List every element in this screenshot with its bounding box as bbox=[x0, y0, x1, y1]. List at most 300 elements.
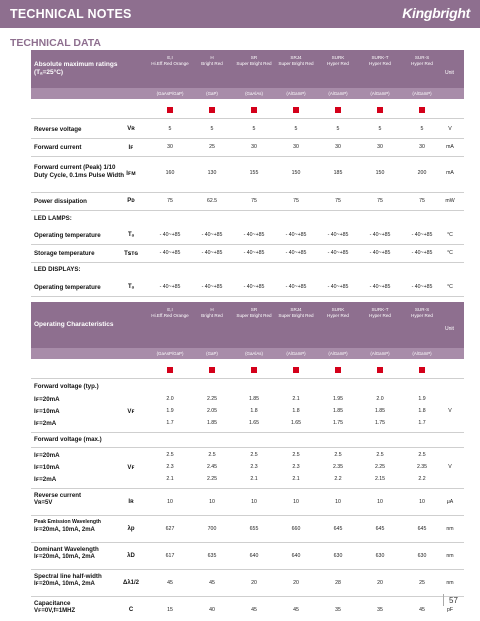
row-unit: nm bbox=[446, 580, 454, 586]
column-header bbox=[233, 55, 275, 66]
column-material: (AlGaInP) bbox=[286, 91, 306, 96]
cell-value: 627 bbox=[165, 526, 175, 532]
cell-value: 20 bbox=[377, 580, 383, 586]
row-label-condition: Iꜰ=20mA, 10mA, 2mA bbox=[34, 526, 95, 533]
cell-value: 655 bbox=[249, 526, 259, 532]
cell-value: 45 bbox=[419, 607, 425, 613]
cell-value: 1.8 bbox=[292, 408, 300, 414]
color-swatch bbox=[335, 367, 341, 373]
cell-value: 5 bbox=[420, 126, 424, 132]
table-row bbox=[31, 160, 464, 188]
column-material: (GaP) bbox=[206, 351, 218, 356]
color-swatch bbox=[209, 107, 215, 113]
row-label: Forward current bbox=[34, 144, 82, 151]
row-unit: nm bbox=[446, 526, 454, 532]
color-swatch bbox=[251, 107, 257, 113]
row-label: Operating temperature bbox=[34, 284, 101, 291]
kingbright-logo: Kingbright bbox=[402, 5, 470, 21]
row-label: Capacitance Vꜰ=0V,f=1MHZ bbox=[34, 600, 129, 615]
row-divider bbox=[31, 262, 464, 263]
column-header-name: Hyper Red bbox=[411, 312, 433, 318]
cell-value: 10 bbox=[251, 499, 257, 505]
column-header-code: SR bbox=[250, 307, 258, 312]
cell-value: 45 bbox=[251, 607, 257, 613]
color-swatch bbox=[293, 107, 299, 113]
row-label: Operating temperature bbox=[34, 232, 101, 239]
row-symbol: Tₐ bbox=[128, 232, 134, 238]
cell-value: 640 bbox=[291, 553, 301, 559]
cell-value: 1.65 bbox=[248, 420, 260, 426]
cell-value: - 40~+85 bbox=[327, 250, 349, 256]
row-unit: μA bbox=[446, 499, 454, 505]
row-divider bbox=[31, 542, 464, 543]
cell-value: 700 bbox=[207, 526, 217, 532]
cell-value: 1.95 bbox=[332, 396, 344, 402]
cell-value: 5 bbox=[294, 126, 298, 132]
row-label: Storage temperature bbox=[34, 250, 95, 257]
column-material: (GaP) bbox=[206, 91, 218, 96]
cell-value: 150 bbox=[375, 170, 385, 176]
row-label-condition: Iꜰ=20mA, 10mA, 2mA bbox=[34, 580, 95, 587]
table-row bbox=[31, 449, 464, 461]
cell-value: 75 bbox=[251, 198, 257, 204]
column-header-name: Hi.Eff.Red Orange bbox=[151, 312, 189, 318]
table-row bbox=[31, 417, 464, 429]
column-header-code: SRJ4 bbox=[290, 55, 302, 60]
column-material: (AlGaInP) bbox=[412, 91, 432, 96]
unit-heading: Unit bbox=[445, 70, 454, 76]
cell-value: 10 bbox=[419, 499, 425, 505]
column-header-name: Hyper Red bbox=[327, 312, 349, 318]
cell-value: 35 bbox=[335, 607, 341, 613]
cell-value: 130 bbox=[207, 170, 217, 176]
cell-value: 1.85 bbox=[332, 408, 344, 414]
cell-value: 640 bbox=[249, 553, 259, 559]
cell-value: 30 bbox=[167, 144, 173, 150]
table-row bbox=[31, 461, 464, 473]
cell-value: 2.3 bbox=[166, 464, 174, 470]
cell-value: - 40~+85 bbox=[411, 232, 433, 238]
row-label-condition: Vꜰ=0V,f=1MHZ bbox=[34, 607, 76, 614]
cell-value: 15 bbox=[167, 607, 173, 613]
row-symbol: λD bbox=[127, 553, 135, 559]
cell-value: - 40~+85 bbox=[411, 250, 433, 256]
table-row bbox=[31, 598, 464, 621]
column-material: (GaAlAs) bbox=[245, 91, 263, 96]
row-unit: nm bbox=[446, 553, 454, 559]
row-unit: °C bbox=[447, 232, 453, 238]
page-number: 57 bbox=[449, 596, 458, 605]
cell-value: 645 bbox=[375, 526, 385, 532]
color-swatch bbox=[377, 367, 383, 373]
row-symbol: Vꜰ bbox=[127, 465, 135, 471]
cell-value: 20 bbox=[293, 580, 299, 586]
column-material: (GaAlAs) bbox=[245, 351, 263, 356]
column-material: (AlGaInP) bbox=[328, 351, 348, 356]
cell-value: - 40~+85 bbox=[327, 284, 349, 290]
cell-value: 5 bbox=[168, 126, 172, 132]
color-swatch bbox=[209, 367, 215, 373]
material-row bbox=[31, 348, 464, 359]
table-header-band bbox=[31, 302, 464, 348]
cell-value: 2.5 bbox=[250, 452, 258, 458]
cell-value: 1.9 bbox=[166, 408, 174, 414]
color-swatch bbox=[335, 107, 341, 113]
row-label: Dominant Wavelength Iꜰ=20mA, 10mA, 2mA bbox=[34, 546, 129, 561]
cell-value: 62.5 bbox=[206, 198, 218, 204]
cell-value: 1.85 bbox=[374, 408, 386, 414]
cell-value: 2.45 bbox=[206, 464, 218, 470]
cell-value: 30 bbox=[293, 144, 299, 150]
column-material: (AlGaInP) bbox=[328, 91, 348, 96]
column-header-name: Super Bright Red bbox=[236, 60, 272, 66]
cell-value: 75 bbox=[167, 198, 173, 204]
color-swatch bbox=[167, 367, 173, 373]
column-header-code: SR bbox=[250, 55, 258, 60]
cell-value: - 40~+85 bbox=[243, 284, 265, 290]
cell-value: - 40~+85 bbox=[327, 232, 349, 238]
cell-value: 2.5 bbox=[376, 452, 384, 458]
row-label: Power dissipation bbox=[34, 198, 87, 205]
column-header bbox=[275, 307, 317, 318]
column-header-name: Hi.Eff.Red Orange bbox=[151, 60, 189, 66]
column-header bbox=[233, 307, 275, 318]
cell-value: 45 bbox=[209, 580, 215, 586]
cell-value: - 40~+85 bbox=[201, 232, 223, 238]
cell-value: - 40~+85 bbox=[201, 284, 223, 290]
column-header-code: SUR-S bbox=[414, 55, 430, 60]
table-heading bbox=[34, 61, 144, 77]
cell-value: 1.85 bbox=[248, 396, 260, 402]
row-divider bbox=[31, 447, 464, 448]
section-title: TECHNICAL DATA bbox=[10, 37, 101, 49]
column-header-name: Super Bright Red bbox=[236, 312, 272, 318]
cell-value: 10 bbox=[293, 499, 299, 505]
cell-value: 1.8 bbox=[418, 408, 426, 414]
cell-value: 25 bbox=[419, 580, 425, 586]
row-divider bbox=[31, 432, 464, 433]
column-material: (AlGaInP) bbox=[370, 351, 390, 356]
cell-value: 2.25 bbox=[206, 396, 218, 402]
cell-value: 150 bbox=[291, 170, 301, 176]
column-header-code: SURK-T bbox=[371, 55, 389, 60]
column-header bbox=[401, 307, 443, 318]
column-header-code: H bbox=[210, 55, 214, 60]
column-material: (AlGaInP) bbox=[286, 351, 306, 356]
column-header-name: Hyper Red bbox=[369, 312, 391, 318]
table-row bbox=[31, 490, 464, 514]
row-symbol: Tꜱᴛɢ bbox=[124, 251, 138, 257]
cell-value: 75 bbox=[377, 198, 383, 204]
row-divider bbox=[31, 210, 464, 211]
cell-value: 25 bbox=[209, 144, 215, 150]
row-label: Iꜰ=2mA bbox=[34, 476, 57, 483]
row-divider bbox=[31, 192, 464, 193]
row-symbol: Tₐ bbox=[128, 284, 134, 290]
table-row bbox=[31, 517, 464, 541]
cell-value: 2.5 bbox=[334, 452, 342, 458]
column-header bbox=[149, 307, 191, 318]
cell-value: - 40~+85 bbox=[369, 284, 391, 290]
row-label: Peak Emission Wavelength Iꜰ=20mA, 10mA, 2mA bbox=[34, 519, 129, 534]
column-header-name: Hyper Red bbox=[411, 60, 433, 66]
cell-value: 30 bbox=[377, 144, 383, 150]
column-header-name: Hyper Red bbox=[327, 60, 349, 66]
column-header-name: Bright Red bbox=[201, 60, 223, 66]
row-unit: pF bbox=[446, 607, 454, 613]
row-label: Spectral line half-width Iꜰ=20mA, 10mA, 2mA bbox=[34, 573, 129, 588]
cell-value: 160 bbox=[165, 170, 175, 176]
column-header-name: Super Bright Red bbox=[278, 60, 314, 66]
table-row bbox=[31, 140, 464, 154]
table-row bbox=[31, 280, 464, 294]
column-header bbox=[149, 55, 191, 66]
column-header-name: Bright Red bbox=[201, 312, 223, 318]
page-divider bbox=[443, 594, 444, 606]
table-row bbox=[31, 228, 464, 242]
row-label: Iꜰ=10mA bbox=[34, 408, 60, 415]
cell-value: 5 bbox=[210, 126, 214, 132]
table-row bbox=[31, 571, 464, 595]
cell-value: 45 bbox=[293, 607, 299, 613]
cell-value: 1.9 bbox=[418, 396, 426, 402]
cell-value: 30 bbox=[251, 144, 257, 150]
cell-value: 617 bbox=[165, 553, 175, 559]
column-material: (AlGaInP) bbox=[370, 91, 390, 96]
color-swatch bbox=[293, 367, 299, 373]
cell-value: - 40~+85 bbox=[159, 284, 181, 290]
row-unit: mA bbox=[446, 170, 454, 176]
row-symbol: Iʀ bbox=[128, 499, 134, 505]
table-row bbox=[31, 246, 464, 260]
table-row bbox=[31, 122, 464, 136]
row-label: Iꜰ=10mA bbox=[34, 464, 60, 471]
absolute-max-ratings-table bbox=[31, 50, 464, 291]
cell-value: 2.2 bbox=[334, 476, 342, 482]
cell-value: 630 bbox=[417, 553, 427, 559]
cell-value: 1.85 bbox=[206, 420, 218, 426]
table-heading-line: Absolute maximum ratings bbox=[34, 61, 118, 68]
column-header-code: SURK bbox=[331, 55, 345, 60]
cell-value: 200 bbox=[417, 170, 427, 176]
material-row bbox=[31, 88, 464, 99]
row-symbol: C bbox=[128, 607, 134, 613]
column-header-code: E,I bbox=[167, 55, 173, 60]
cell-value: - 40~+85 bbox=[369, 250, 391, 256]
cell-value: 1.7 bbox=[166, 420, 174, 426]
row-divider bbox=[31, 138, 464, 139]
cell-value: - 40~+85 bbox=[159, 250, 181, 256]
table-row bbox=[31, 544, 464, 568]
cell-value: 1.7 bbox=[418, 420, 426, 426]
row-unit: mA bbox=[446, 144, 454, 150]
column-header bbox=[317, 307, 359, 318]
cell-value: 35 bbox=[377, 607, 383, 613]
row-unit: V bbox=[448, 464, 452, 470]
cell-value: 1.65 bbox=[290, 420, 302, 426]
row-divider bbox=[31, 515, 464, 516]
column-header-code: SRJ4 bbox=[290, 307, 302, 312]
table-header-band bbox=[31, 50, 464, 88]
row-divider bbox=[31, 569, 464, 570]
cell-value: 28 bbox=[335, 580, 341, 586]
row-unit: mW bbox=[445, 198, 455, 204]
row-label: Reverse current Vʀ=5V bbox=[34, 492, 129, 507]
color-swatch bbox=[377, 107, 383, 113]
cell-value: 645 bbox=[417, 526, 427, 532]
row-label-condition: Vʀ=5V bbox=[34, 499, 53, 506]
cell-value: - 40~+85 bbox=[201, 250, 223, 256]
cell-value: - 40~+85 bbox=[159, 232, 181, 238]
cell-value: 155 bbox=[249, 170, 259, 176]
column-header-code: SURK bbox=[331, 307, 345, 312]
lamps-heading: LED LAMPS: bbox=[34, 215, 72, 222]
row-unit: °C bbox=[447, 284, 453, 290]
table-heading bbox=[34, 321, 144, 329]
row-divider bbox=[31, 118, 464, 119]
column-header bbox=[359, 55, 401, 66]
column-material: (GaAsP/GaP) bbox=[156, 91, 184, 96]
cell-value: - 40~+85 bbox=[285, 232, 307, 238]
column-header bbox=[359, 307, 401, 318]
cell-value: 2.3 bbox=[292, 464, 300, 470]
cell-value: 185 bbox=[333, 170, 343, 176]
cell-value: 10 bbox=[335, 499, 341, 505]
forward-voltage-max-heading: Forward voltage (max.) bbox=[34, 436, 102, 443]
unit-heading: Unit bbox=[445, 326, 454, 332]
cell-value: 2.1 bbox=[250, 476, 258, 482]
row-symbol: Iꜰᴍ bbox=[126, 171, 136, 177]
cell-value: 2.1 bbox=[166, 476, 174, 482]
cell-value: 1.75 bbox=[332, 420, 344, 426]
cell-value: - 40~+85 bbox=[243, 232, 265, 238]
cell-value: 2.25 bbox=[206, 476, 218, 482]
cell-value: 2.5 bbox=[418, 452, 426, 458]
cell-value: 2.05 bbox=[206, 408, 218, 414]
color-swatch bbox=[419, 107, 425, 113]
row-symbol: Iꜰ bbox=[128, 145, 134, 151]
cell-value: 5 bbox=[336, 126, 340, 132]
cell-value: 660 bbox=[291, 526, 301, 532]
cell-value: 645 bbox=[333, 526, 343, 532]
column-header bbox=[191, 55, 233, 66]
cell-value: 20 bbox=[251, 580, 257, 586]
cell-value: 75 bbox=[419, 198, 425, 204]
forward-voltage-typ-heading: Forward voltage (typ.) bbox=[34, 383, 99, 390]
column-header-code: H bbox=[210, 307, 214, 312]
cell-value: 2.5 bbox=[292, 452, 300, 458]
color-swatch bbox=[419, 367, 425, 373]
row-divider bbox=[31, 378, 464, 379]
cell-value: 30 bbox=[419, 144, 425, 150]
row-divider bbox=[31, 296, 464, 297]
column-header bbox=[191, 307, 233, 318]
cell-value: 1.75 bbox=[374, 420, 386, 426]
table-row bbox=[31, 405, 464, 417]
column-header bbox=[317, 55, 359, 66]
row-label-condition: Iꜰ=20mA, 10mA, 2mA bbox=[34, 553, 95, 560]
column-material: (GaAsP/GaP) bbox=[156, 351, 184, 356]
cell-value: 10 bbox=[209, 499, 215, 505]
cell-value: 5 bbox=[378, 126, 382, 132]
row-label: Iꜰ=2mA bbox=[34, 420, 57, 427]
cell-value: 2.2 bbox=[418, 476, 426, 482]
table-row bbox=[31, 393, 464, 405]
cell-value: 45 bbox=[167, 580, 173, 586]
cell-value: 2.35 bbox=[416, 464, 428, 470]
cell-value: 2.15 bbox=[374, 476, 386, 482]
cell-value: 1.8 bbox=[250, 408, 258, 414]
column-header-name: Super Bright Red bbox=[278, 312, 314, 318]
cell-value: 2.25 bbox=[374, 464, 386, 470]
cell-value: 635 bbox=[207, 553, 217, 559]
row-unit: V bbox=[448, 408, 452, 414]
color-swatch bbox=[167, 107, 173, 113]
header-title: TECHNICAL NOTES bbox=[10, 7, 132, 21]
cell-value: 2.5 bbox=[166, 452, 174, 458]
cell-value: 2.35 bbox=[332, 464, 344, 470]
row-unit: °C bbox=[447, 250, 453, 256]
row-unit: V bbox=[448, 126, 452, 132]
cell-value: 2.1 bbox=[292, 396, 300, 402]
table-heading-line: Operating Characteristics bbox=[34, 321, 114, 328]
row-divider bbox=[31, 244, 464, 245]
cell-value: 40 bbox=[209, 607, 215, 613]
cell-value: 630 bbox=[333, 553, 343, 559]
cell-value: 2.0 bbox=[166, 396, 174, 402]
cell-value: - 40~+85 bbox=[285, 284, 307, 290]
cell-value: 75 bbox=[335, 198, 341, 204]
column-header bbox=[401, 55, 443, 66]
cell-value: 10 bbox=[377, 499, 383, 505]
row-label: Iꜰ=20mA bbox=[34, 396, 60, 403]
row-label: Reverse voltage bbox=[34, 126, 82, 133]
column-header-code: SURK-T bbox=[371, 307, 389, 312]
row-label: Iꜰ=20mA bbox=[34, 452, 60, 459]
displays-heading: LED DISPLAYS: bbox=[34, 266, 81, 273]
row-divider bbox=[31, 596, 464, 597]
cell-value: 2.3 bbox=[250, 464, 258, 470]
row-label: Forward current (Peak) 1/10 Duty Cycle, 0.1ms Pulse Width bbox=[34, 164, 125, 179]
cell-value: - 40~+85 bbox=[369, 232, 391, 238]
column-header-name: Hyper Red bbox=[369, 60, 391, 66]
cell-value: 2.0 bbox=[376, 396, 384, 402]
row-divider bbox=[31, 156, 464, 157]
row-symbol: Δλ1/2 bbox=[123, 580, 139, 586]
cell-value: 2.5 bbox=[208, 452, 216, 458]
row-symbol: Vꜰ bbox=[127, 409, 135, 415]
row-symbol: Pᴅ bbox=[127, 198, 135, 204]
row-symbol: λp bbox=[127, 526, 135, 532]
cell-value: - 40~+85 bbox=[411, 284, 433, 290]
cell-value: 30 bbox=[335, 144, 341, 150]
cell-value: 630 bbox=[375, 553, 385, 559]
column-header-code: SUR-S bbox=[414, 307, 430, 312]
cell-value: 5 bbox=[252, 126, 256, 132]
table-row bbox=[31, 473, 464, 485]
cell-value: 75 bbox=[293, 198, 299, 204]
page-header bbox=[0, 0, 480, 28]
cell-value: 2.1 bbox=[292, 476, 300, 482]
cell-value: - 40~+85 bbox=[243, 250, 265, 256]
column-header bbox=[275, 55, 317, 66]
cell-value: 10 bbox=[167, 499, 173, 505]
row-symbol: Vʀ bbox=[127, 126, 135, 132]
cell-value: - 40~+85 bbox=[285, 250, 307, 256]
color-swatch bbox=[251, 367, 257, 373]
row-divider bbox=[31, 488, 464, 489]
table-row bbox=[31, 194, 464, 208]
